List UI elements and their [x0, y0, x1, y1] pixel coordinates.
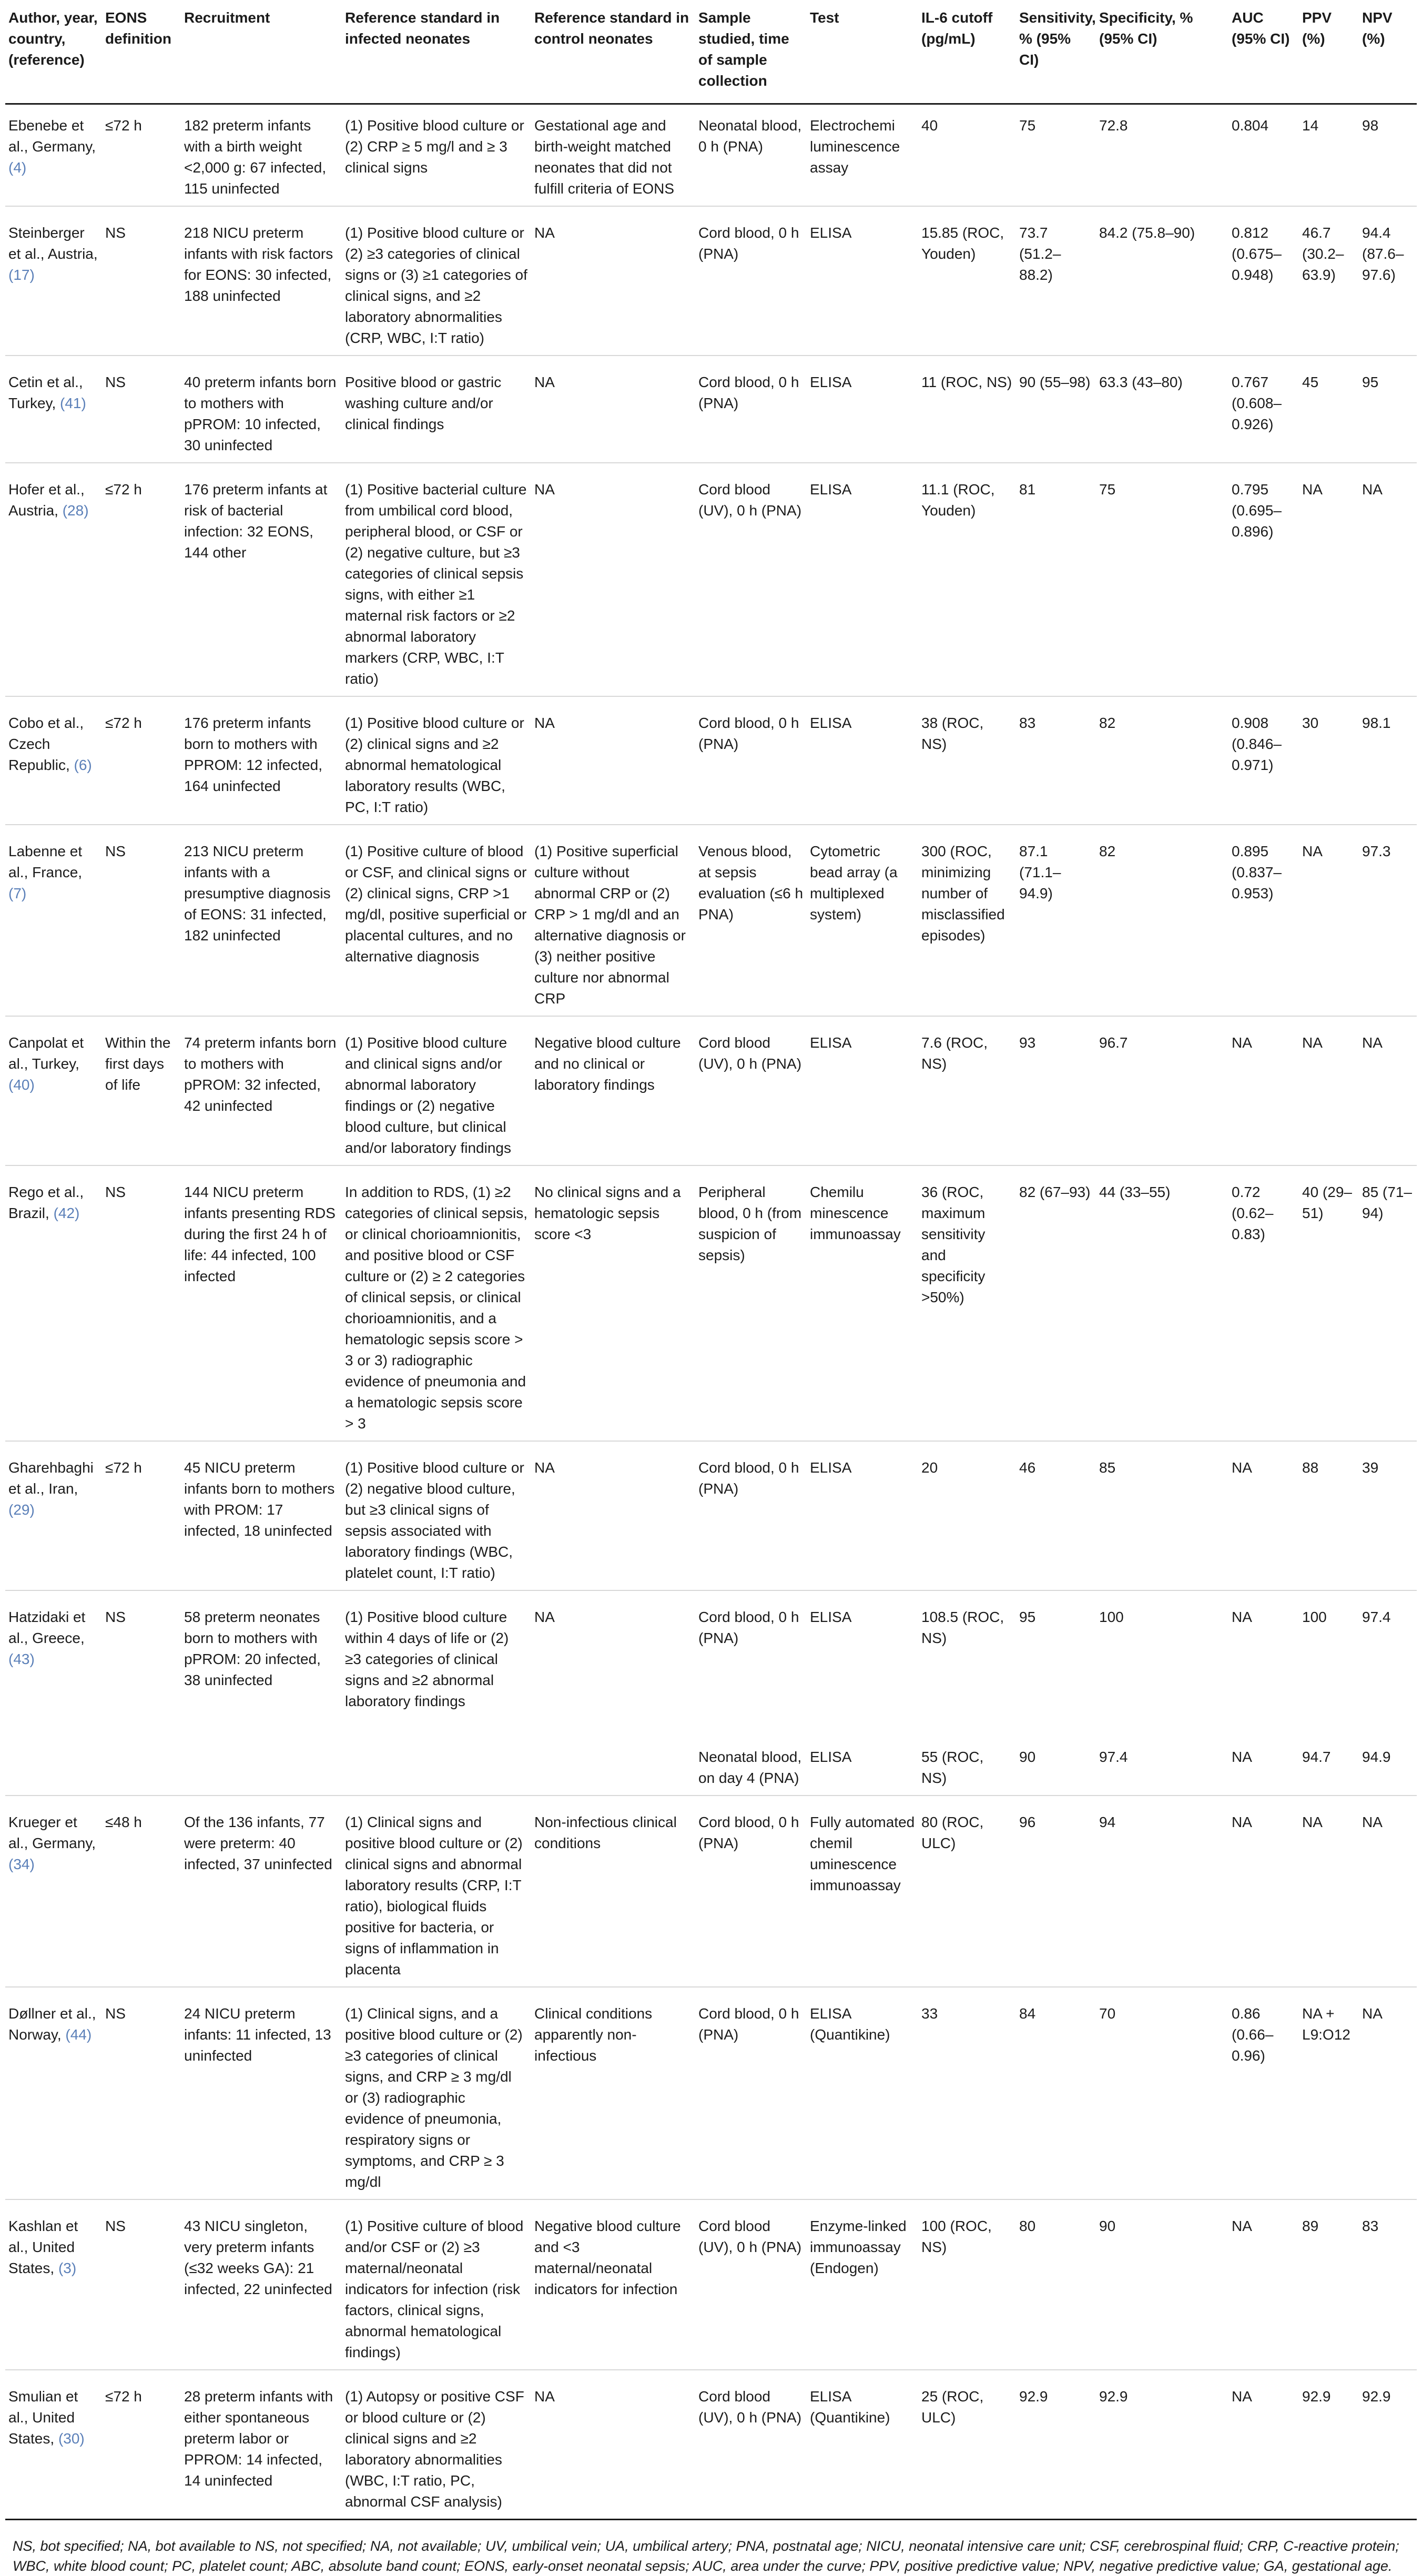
specificity-cell: 90 — [1096, 2199, 1228, 2370]
ppv-cell: NA — [1299, 1016, 1359, 1165]
auc-cell: 0.795 (0.695–0.896) — [1228, 463, 1299, 696]
cutoff-cell: 100 (ROC, NS) — [918, 2199, 1016, 2370]
test-cell: Chemilu minescence immunoassay — [807, 1165, 918, 1441]
auc-cell: 0.767 (0.608–0.926) — [1228, 356, 1299, 463]
specificity-cell: 85 — [1096, 1441, 1228, 1590]
sensitivity-cell: 80 — [1016, 2199, 1096, 2370]
ref-control-cell: NA — [531, 1441, 695, 1590]
header-sensitivity: Sensitivity, % (95% CI) — [1016, 7, 1096, 104]
ppv-cell: 14 — [1299, 104, 1359, 207]
auc-cell: NA — [1228, 1718, 1299, 1796]
specificity-cell: 94 — [1096, 1796, 1228, 1987]
reference-link[interactable]: (3) — [58, 2260, 77, 2276]
npv-cell: 98.1 — [1359, 696, 1417, 825]
ref-infected-cell: (1) Autopsy or positive CSF or blood culture or (2) clinical signs and ≥2 laboratory abnormalities (WBC, I:T ratio, PC, abnormal CSF analysis) — [342, 2370, 531, 2520]
eons-cell: NS — [102, 2199, 181, 2370]
auc-cell: NA — [1228, 1796, 1299, 1987]
ppv-cell: 89 — [1299, 2199, 1359, 2370]
cutoff-cell: 11 (ROC, NS) — [918, 356, 1016, 463]
auc-cell: NA — [1228, 1441, 1299, 1590]
ppv-cell: 40 (29–51) — [1299, 1165, 1359, 1441]
author-name: Cetin et al., Turkey, — [8, 374, 83, 411]
table-row — [5, 356, 1417, 463]
table-row — [5, 1590, 1417, 1718]
header-cutoff: IL-6 cutoff (pg/mL) — [918, 7, 1016, 104]
table-body — [5, 104, 1417, 2520]
sample-cell: Venous blood, at sepsis evaluation (≤6 h PNA) — [695, 825, 807, 1016]
sample-cell: Cord blood (UV), 0 h (PNA) — [695, 1016, 807, 1165]
specificity-cell: 72.8 — [1096, 104, 1228, 207]
npv-cell: 94.9 — [1359, 1718, 1417, 1796]
table-header — [5, 7, 1417, 104]
ppv-cell: 45 — [1299, 356, 1359, 463]
recruitment-cell: 213 NICU preterm infants with a presumptive diagnosis of EONS: 31 infected, 182 uninfected — [181, 825, 342, 1016]
specificity-cell: 84.2 (75.8–90) — [1096, 206, 1228, 356]
sensitivity-cell: 46 — [1016, 1441, 1096, 1590]
ref-infected-cell: (1) Positive blood culture or (2) negative blood culture, but ≥3 clinical signs of sepsis associated with laboratory findings (WBC, platelet count, I:T ratio) — [342, 1441, 531, 1590]
test-cell: Electrochemi luminescence assay — [807, 104, 918, 207]
npv-cell: 97.3 — [1359, 825, 1417, 1016]
recruitment-cell: 176 preterm infants born to mothers with PPROM: 12 infected, 164 uninfected — [181, 696, 342, 825]
recruitment-cell: 28 preterm infants with either spontaneous preterm labor or PPROM: 14 infected, 14 uninfected — [181, 2370, 342, 2520]
reference-link[interactable]: (7) — [8, 885, 27, 901]
npv-cell: NA — [1359, 1796, 1417, 1987]
ref-control-cell: NA — [531, 696, 695, 825]
auc-cell: 0.86 (0.66–0.96) — [1228, 1987, 1299, 2199]
sample-cell: Cord blood, 0 h (PNA) — [695, 696, 807, 825]
recruitment-cell: 74 preterm infants born to mothers with pPROM: 32 infected, 42 uninfected — [181, 1016, 342, 1165]
table-row — [5, 1441, 1417, 1590]
author-cell — [5, 825, 102, 1016]
header-recruitment: Recruitment — [181, 7, 342, 104]
author-cell — [5, 356, 102, 463]
sample-cell: Cord blood (UV), 0 h (PNA) — [695, 2370, 807, 2520]
recruitment-cell: 40 preterm infants born to mothers with pPROM: 10 infected, 30 uninfected — [181, 356, 342, 463]
specificity-cell: 82 — [1096, 825, 1228, 1016]
cutoff-cell: 20 — [918, 1441, 1016, 1590]
cutoff-cell: 33 — [918, 1987, 1016, 2199]
specificity-cell: 100 — [1099, 1609, 1124, 1625]
sample-cell: Peripheral blood, 0 h (from suspicion of sepsis) — [695, 1165, 807, 1441]
eons-cell: NS — [102, 1987, 181, 2199]
ref-control-cell: Negative blood culture and no clinical or laboratory findings — [531, 1016, 695, 1165]
table-row — [5, 825, 1417, 1016]
table-row — [5, 696, 1417, 825]
test-cell: ELISA — [807, 1718, 918, 1796]
author-name: Hofer et al., Austria, — [8, 481, 85, 519]
sample-cell: Cord blood, 0 h (PNA) — [695, 1441, 807, 1590]
ref-infected-cell: (1) Positive blood culture within 4 days of life or (2) ≥3 categories of clinical signs and ≥2 abnormal laboratory findings — [345, 1609, 509, 1709]
ppv-cell: NA — [1299, 1796, 1359, 1987]
test-cell: Cytometric bead array (a multiplexed system) — [807, 825, 918, 1016]
cutoff-cell: 36 (ROC, maximum sensitivity and specificity >50%) — [918, 1165, 1016, 1441]
auc-cell: NA — [1228, 1016, 1299, 1165]
sensitivity-cell: 90 (55–98) — [1016, 356, 1096, 463]
specificity-cell: 97.4 — [1096, 1718, 1228, 1796]
sample-cell: Cord blood, 0 h (PNA) — [695, 206, 807, 356]
auc-cell: NA — [1228, 2199, 1299, 2370]
npv-cell: NA — [1359, 1016, 1417, 1165]
cutoff-cell: 108.5 (ROC, NS) — [921, 1609, 1004, 1646]
test-cell: ELISA (Quantikine) — [807, 2370, 918, 2520]
author-cell — [5, 1016, 102, 1165]
table-row — [5, 1165, 1417, 1441]
sensitivity-cell: 84 — [1016, 1987, 1096, 2199]
specificity-cell: 92.9 — [1096, 2370, 1228, 2520]
sample-cell: Cord blood (UV), 0 h (PNA) — [695, 2199, 807, 2370]
npv-cell: 94.4 (87.6–97.6) — [1359, 206, 1417, 356]
cutoff-cell: 80 (ROC, ULC) — [918, 1796, 1016, 1987]
table-row — [5, 1796, 1417, 1987]
table-row — [5, 463, 1417, 696]
npv-cell: NA — [1359, 1987, 1417, 2199]
eons-cell: ≤72 h — [102, 2370, 181, 2520]
author-cell — [5, 206, 102, 356]
npv-cell: 39 — [1359, 1441, 1417, 1590]
npv-cell: 98 — [1359, 104, 1417, 207]
ppv-cell: 88 — [1299, 1441, 1359, 1590]
sensitivity-cell: 90 — [1016, 1718, 1096, 1796]
specificity-cell: 63.3 (43–80) — [1096, 356, 1228, 463]
sensitivity-cell: 96 — [1016, 1796, 1096, 1987]
eons-cell: NS — [102, 1165, 181, 1441]
ref-infected-cell: (1) Positive culture of blood or CSF, and clinical signs or (2) clinical signs, CRP >1 mg/dl, positive superficial or placental cultures, and no alternative diagnosis — [342, 825, 531, 1016]
sensitivity-cell: 73.7 (51.2–88.2) — [1016, 206, 1096, 356]
ref-infected-cell: (1) Positive blood culture or (2) CRP ≥ 5 mg/l and ≥ 3 clinical signs — [342, 104, 531, 207]
author-cell — [5, 463, 102, 696]
ref-control-cell: NA — [531, 2370, 695, 2520]
author-cell — [5, 1796, 102, 1987]
npv-cell: NA — [1359, 463, 1417, 696]
eons-cell: ≤72 h — [102, 104, 181, 207]
table-row — [5, 104, 1417, 207]
ppv-cell: NA — [1299, 825, 1359, 1016]
ref-control-cell: Clinical conditions apparently non-infectious — [531, 1987, 695, 2199]
ref-control-cell: Gestational age and birth-weight matched neonates that did not fulfill criteria of EONS — [531, 104, 695, 207]
recruitment-cell: 45 NICU preterm infants born to mothers with PROM: 17 infected, 18 uninfected — [181, 1441, 342, 1590]
ref-control-cell: NA — [531, 206, 695, 356]
reference-link[interactable]: (30) — [58, 2430, 85, 2447]
sample-cell: Cord blood, 0 h (PNA) — [695, 1987, 807, 2199]
author-name: Gharehbaghi et al., Iran, — [8, 1459, 94, 1497]
recruitment-cell: 218 NICU preterm infants with risk factors for EONS: 30 infected, 188 uninfected — [181, 206, 342, 356]
ppv-cell: NA + L9:O12 — [1299, 1987, 1359, 2199]
ppv-cell: 46.7 (30.2–63.9) — [1299, 206, 1359, 356]
author-cell — [5, 104, 102, 207]
ref-infected-cell: (1) Positive culture of blood and/or CSF or (2) ≥3 maternal/neonatal indicators for infection (risk factors, clinical signs, abnormal hematological findings) — [342, 2199, 531, 2370]
ref-infected-cell: (1) Positive blood culture and clinical signs and/or abnormal laboratory findings or (2) negative blood culture, but clinical and/or laboratory findings — [342, 1016, 531, 1165]
author-name: Canpolat et al., Turkey, — [8, 1035, 84, 1072]
test-cell: ELISA — [807, 1441, 918, 1590]
cutoff-cell: 38 (ROC, NS) — [918, 696, 1016, 825]
ref-control-cell: NA — [534, 1609, 555, 1625]
cutoff-cell: 55 (ROC, NS) — [918, 1718, 1016, 1796]
ref-infected-cell: (1) Clinical signs and positive blood culture or (2) clinical signs and abnormal laboratory results (CRP, I:T ratio), biological fluids positive for bacteria, or signs of inflammation in placenta — [342, 1796, 531, 1987]
ppv-cell: 92.9 — [1299, 2370, 1359, 2520]
ref-infected-cell: In addition to RDS, (1) ≥2 categories of clinical sepsis, or clinical chorioamnionitis, and positive blood or CSF culture or (2) ≥ 2 categories of clinical sepsis, or clinical chorioamnionitis, and a hematologic sepsis score > 3 or 3) radiographic evidence of pneumonia and a hematologic sepsis score > 3 — [342, 1165, 531, 1441]
author-name: Cobo et al., Czech Republic, — [8, 715, 84, 773]
recruitment-cell — [181, 1718, 342, 1796]
ref-control-cell: (1) Positive superficial culture without abnormal CRP or (2) CRP > 1 mg/dl and an alternative diagnosis or (3) neither positive culture nor abnormal CRP — [531, 825, 695, 1016]
author-name: Krueger et al., Germany, — [8, 1814, 96, 1851]
header-row — [5, 7, 1417, 104]
author-name: Hatzidaki et al., Greece, — [8, 1609, 86, 1646]
auc-cell: 0.812 (0.675–0.948) — [1228, 206, 1299, 356]
sample-cell: Neonatal blood, 0 h (PNA) — [695, 104, 807, 207]
test-cell: ELISA — [807, 696, 918, 825]
sample-cell: Cord blood, 0 h (PNA) — [695, 356, 807, 463]
cutoff-cell: 300 (ROC, minimizing number of misclassified episodes) — [918, 825, 1016, 1016]
author-cell — [5, 1590, 102, 1718]
author-name: Labenne et al., France, — [8, 843, 83, 880]
reference-link[interactable]: (41) — [60, 395, 86, 411]
sample-cell: Cord blood, 0 h (PNA) — [695, 1796, 807, 1987]
eons-cell: NS — [102, 206, 181, 356]
ref-control-cell: No clinical signs and a hematologic sepsis score <3 — [531, 1165, 695, 1441]
author-name: Ebenebe et al., Germany, — [8, 117, 96, 155]
auc-cell: 0.895 (0.837–0.953) — [1228, 825, 1299, 1016]
author-cell — [5, 696, 102, 825]
eons-cell: NS — [102, 825, 181, 1016]
recruitment-cell: Of the 136 infants, 77 were preterm: 40 infected, 37 uninfected — [181, 1796, 342, 1987]
npv-cell: 97.4 — [1362, 1609, 1391, 1625]
eons-cell: ≤72 h — [102, 463, 181, 696]
reference-link[interactable]: (42) — [53, 1205, 80, 1221]
specificity-cell: 96.7 — [1096, 1016, 1228, 1165]
specificity-cell: 75 — [1096, 463, 1228, 696]
ref-control-cell: Negative blood culture and <3 maternal/neonatal indicators for infection — [531, 2199, 695, 2370]
author-name: Rego et al., Brazil, — [8, 1184, 84, 1221]
author-cell — [5, 1441, 102, 1590]
cutoff-cell: 40 — [918, 104, 1016, 207]
author-cell — [5, 2370, 102, 2520]
auc-cell: NA — [1228, 2370, 1299, 2520]
test-cell: ELISA (Quantikine) — [807, 1987, 918, 2199]
header-sample: Sample studied, time of sample collection — [695, 7, 807, 104]
recruitment-cell: 144 NICU preterm infants presenting RDS during the first 24 h of life: 44 infected, 100 infected — [181, 1165, 342, 1441]
test-cell: Fully automated chemil uminescence immunoassay — [807, 1796, 918, 1987]
eons-cell — [102, 1718, 181, 1796]
ppv-cell: 100 — [1302, 1609, 1327, 1625]
ref-infected-cell: (1) Positive blood culture or (2) clinical signs and ≥2 abnormal hematological laboratory results (WBC, PC, I:T ratio) — [342, 696, 531, 825]
recruitment-cell: 58 preterm neonates born to mothers with pPROM: 20 infected, 38 uninfected — [184, 1609, 321, 1688]
cutoff-cell: 15.85 (ROC, Youden) — [918, 206, 1016, 356]
author-name: Steinberger et al., Austria, — [8, 225, 98, 262]
eons-cell: Within the first days of life — [102, 1016, 181, 1165]
reference-link[interactable]: (17) — [8, 267, 35, 283]
ref-infected-cell — [342, 1718, 531, 1796]
ppv-cell: 94.7 — [1299, 1718, 1359, 1796]
sensitivity-cell: 92.9 — [1016, 2370, 1096, 2520]
specificity-cell: 82 — [1096, 696, 1228, 825]
reference-link[interactable]: (34) — [8, 1856, 35, 1872]
test-cell: ELISA — [810, 1609, 852, 1625]
ppv-cell: 30 — [1299, 696, 1359, 825]
eons-cell: ≤48 h — [102, 1796, 181, 1987]
sample-cell: Neonatal blood, on day 4 (PNA) — [695, 1718, 807, 1796]
eons-cell: NS — [105, 1609, 126, 1625]
table-row — [5, 1987, 1417, 2199]
header-auc: AUC (95% CI) — [1228, 7, 1299, 104]
cutoff-cell: 7.6 (ROC, NS) — [918, 1016, 1016, 1165]
header-ref-control: Reference standard in control neonates — [531, 7, 695, 104]
sensitivity-cell: 81 — [1016, 463, 1096, 696]
author-name: Smulian et al., United States, — [8, 2388, 78, 2447]
reference-link[interactable]: (43) — [8, 1651, 35, 1667]
sensitivity-cell: 75 — [1016, 104, 1096, 207]
table-row — [5, 2370, 1417, 2520]
test-cell: ELISA — [807, 1016, 918, 1165]
sensitivity-cell: 87.1 (71.1–94.9) — [1016, 825, 1096, 1016]
author-name: Kashlan et al., United States, — [8, 2218, 78, 2276]
sensitivity-cell: 82 (67–93) — [1016, 1165, 1096, 1441]
eons-cell: ≤72 h — [102, 1441, 181, 1590]
recruitment-cell: 24 NICU preterm infants: 11 infected, 13 uninfected — [181, 1987, 342, 2199]
reference-link[interactable]: (40) — [8, 1077, 35, 1093]
auc-cell: 0.908 (0.846–0.971) — [1228, 696, 1299, 825]
test-cell: ELISA — [807, 356, 918, 463]
npv-cell: 85 (71–94) — [1359, 1165, 1417, 1441]
sample-cell: Cord blood, 0 h (PNA) — [698, 1609, 799, 1646]
auc-cell: 0.804 — [1228, 104, 1299, 207]
sensitivity-cell: 83 — [1016, 696, 1096, 825]
ref-control-cell — [531, 1718, 695, 1796]
ref-control-cell: Non-infectious clinical conditions — [531, 1796, 695, 1987]
specificity-cell: 70 — [1096, 1987, 1228, 2199]
reference-link[interactable]: (6) — [74, 757, 92, 773]
header-test: Test — [807, 7, 918, 104]
ref-infected-cell: (1) Positive bacterial culture from umbilical cord blood, peripheral blood, or CSF or (2) negative culture, but ≥3 categories of clinical sepsis signs, with either ≥1 maternal risk factors or ≥2 abnormal laboratory markers (CRP, WBC, I:T ratio) — [342, 463, 531, 696]
author-cell — [5, 2199, 102, 2370]
test-cell: ELISA — [807, 463, 918, 696]
ref-control-cell: NA — [531, 463, 695, 696]
sensitivity-cell: 95 — [1019, 1609, 1036, 1625]
table-row — [5, 1718, 1417, 1796]
author-cell — [5, 1718, 102, 1796]
sensitivity-cell: 93 — [1016, 1016, 1096, 1165]
ref-control-cell: NA — [531, 356, 695, 463]
author-name: Døllner et al., Norway, — [8, 2005, 96, 2043]
author-cell — [5, 1987, 102, 2199]
header-ref-infected: Reference standard in infected neonates — [342, 7, 531, 104]
header-ppv: PPV (%) — [1299, 7, 1359, 104]
eons-cell: NS — [102, 356, 181, 463]
header-author: Author, year, country, (reference) — [5, 7, 102, 104]
reference-link[interactable]: (4) — [8, 159, 27, 176]
recruitment-cell: 43 NICU singleton, very preterm infants (≤32 weeks GA): 21 infected, 22 uninfected — [181, 2199, 342, 2370]
npv-cell: 95 — [1359, 356, 1417, 463]
test-cell: ELISA — [807, 206, 918, 356]
npv-cell: 83 — [1359, 2199, 1417, 2370]
header-specificity: Specificity, % (95% CI) — [1096, 7, 1228, 104]
header-eons: EONS definition — [102, 7, 181, 104]
recruitment-cell: 182 preterm infants with a birth weight <2,000 g: 67 infected, 115 uninfected — [181, 104, 342, 207]
ref-infected-cell: (1) Clinical signs, and a positive blood culture or (2) ≥3 categories of clinical signs, and CRP ≥ 3 mg/dl or (3) radiographic evidence of pneumonia, respiratory signs or symptoms, and CRP ≥ 3 mg/dl — [342, 1987, 531, 2199]
header-npv: NPV (%) — [1359, 7, 1417, 104]
reference-link[interactable]: (44) — [65, 2026, 92, 2043]
il6-study-table — [5, 7, 1417, 2520]
sample-cell: Cord blood (UV), 0 h (PNA) — [695, 463, 807, 696]
reference-link[interactable]: (29) — [8, 1502, 35, 1518]
auc-cell: 0.72 (0.62–0.83) — [1228, 1165, 1299, 1441]
test-cell: Enzyme-linked immunoassay (Endogen) — [807, 2199, 918, 2370]
ref-infected-cell: (1) Positive blood culture or (2) ≥3 categories of clinical signs or (3) ≥1 categories of clinical signs, and ≥2 laboratory abnormalities (CRP, WBC, I:T ratio) — [342, 206, 531, 356]
reference-link[interactable]: (28) — [62, 502, 89, 519]
ppv-cell: NA — [1299, 463, 1359, 696]
auc-cell: NA — [1232, 1609, 1252, 1625]
specificity-cell: 44 (33–55) — [1096, 1165, 1228, 1441]
table-row — [5, 206, 1417, 356]
recruitment-cell: 176 preterm infants at risk of bacterial infection: 32 EONS, 144 other — [181, 463, 342, 696]
cutoff-cell: 11.1 (ROC, Youden) — [918, 463, 1016, 696]
eons-cell: ≤72 h — [102, 696, 181, 825]
author-cell — [5, 1165, 102, 1441]
npv-cell: 92.9 — [1359, 2370, 1417, 2520]
table-footnote: NS, bot specified; NA, bot available to NS, not specified; NA, not available; UV, umbilical vein; UA, umbilical artery; PNA, postnatal age; NICU, neonatal intensive care unit; CSF, cerebrospinal fluid; CRP, C-reactive protein; WBC, white blood count; PC, platelet count; ABC, absolute band count; EONS, early-onset neonatal sepsis; AUC, area under the curve; PPV, positive predictive value; NPV, negative predictive value; GA, gestational age. — [13, 2538, 1399, 2574]
table-row — [5, 1016, 1417, 1165]
cutoff-cell: 25 (ROC, ULC) — [918, 2370, 1016, 2520]
table-row — [5, 2199, 1417, 2370]
ref-infected-cell: Positive blood or gastric washing culture and/or clinical findings — [342, 356, 531, 463]
